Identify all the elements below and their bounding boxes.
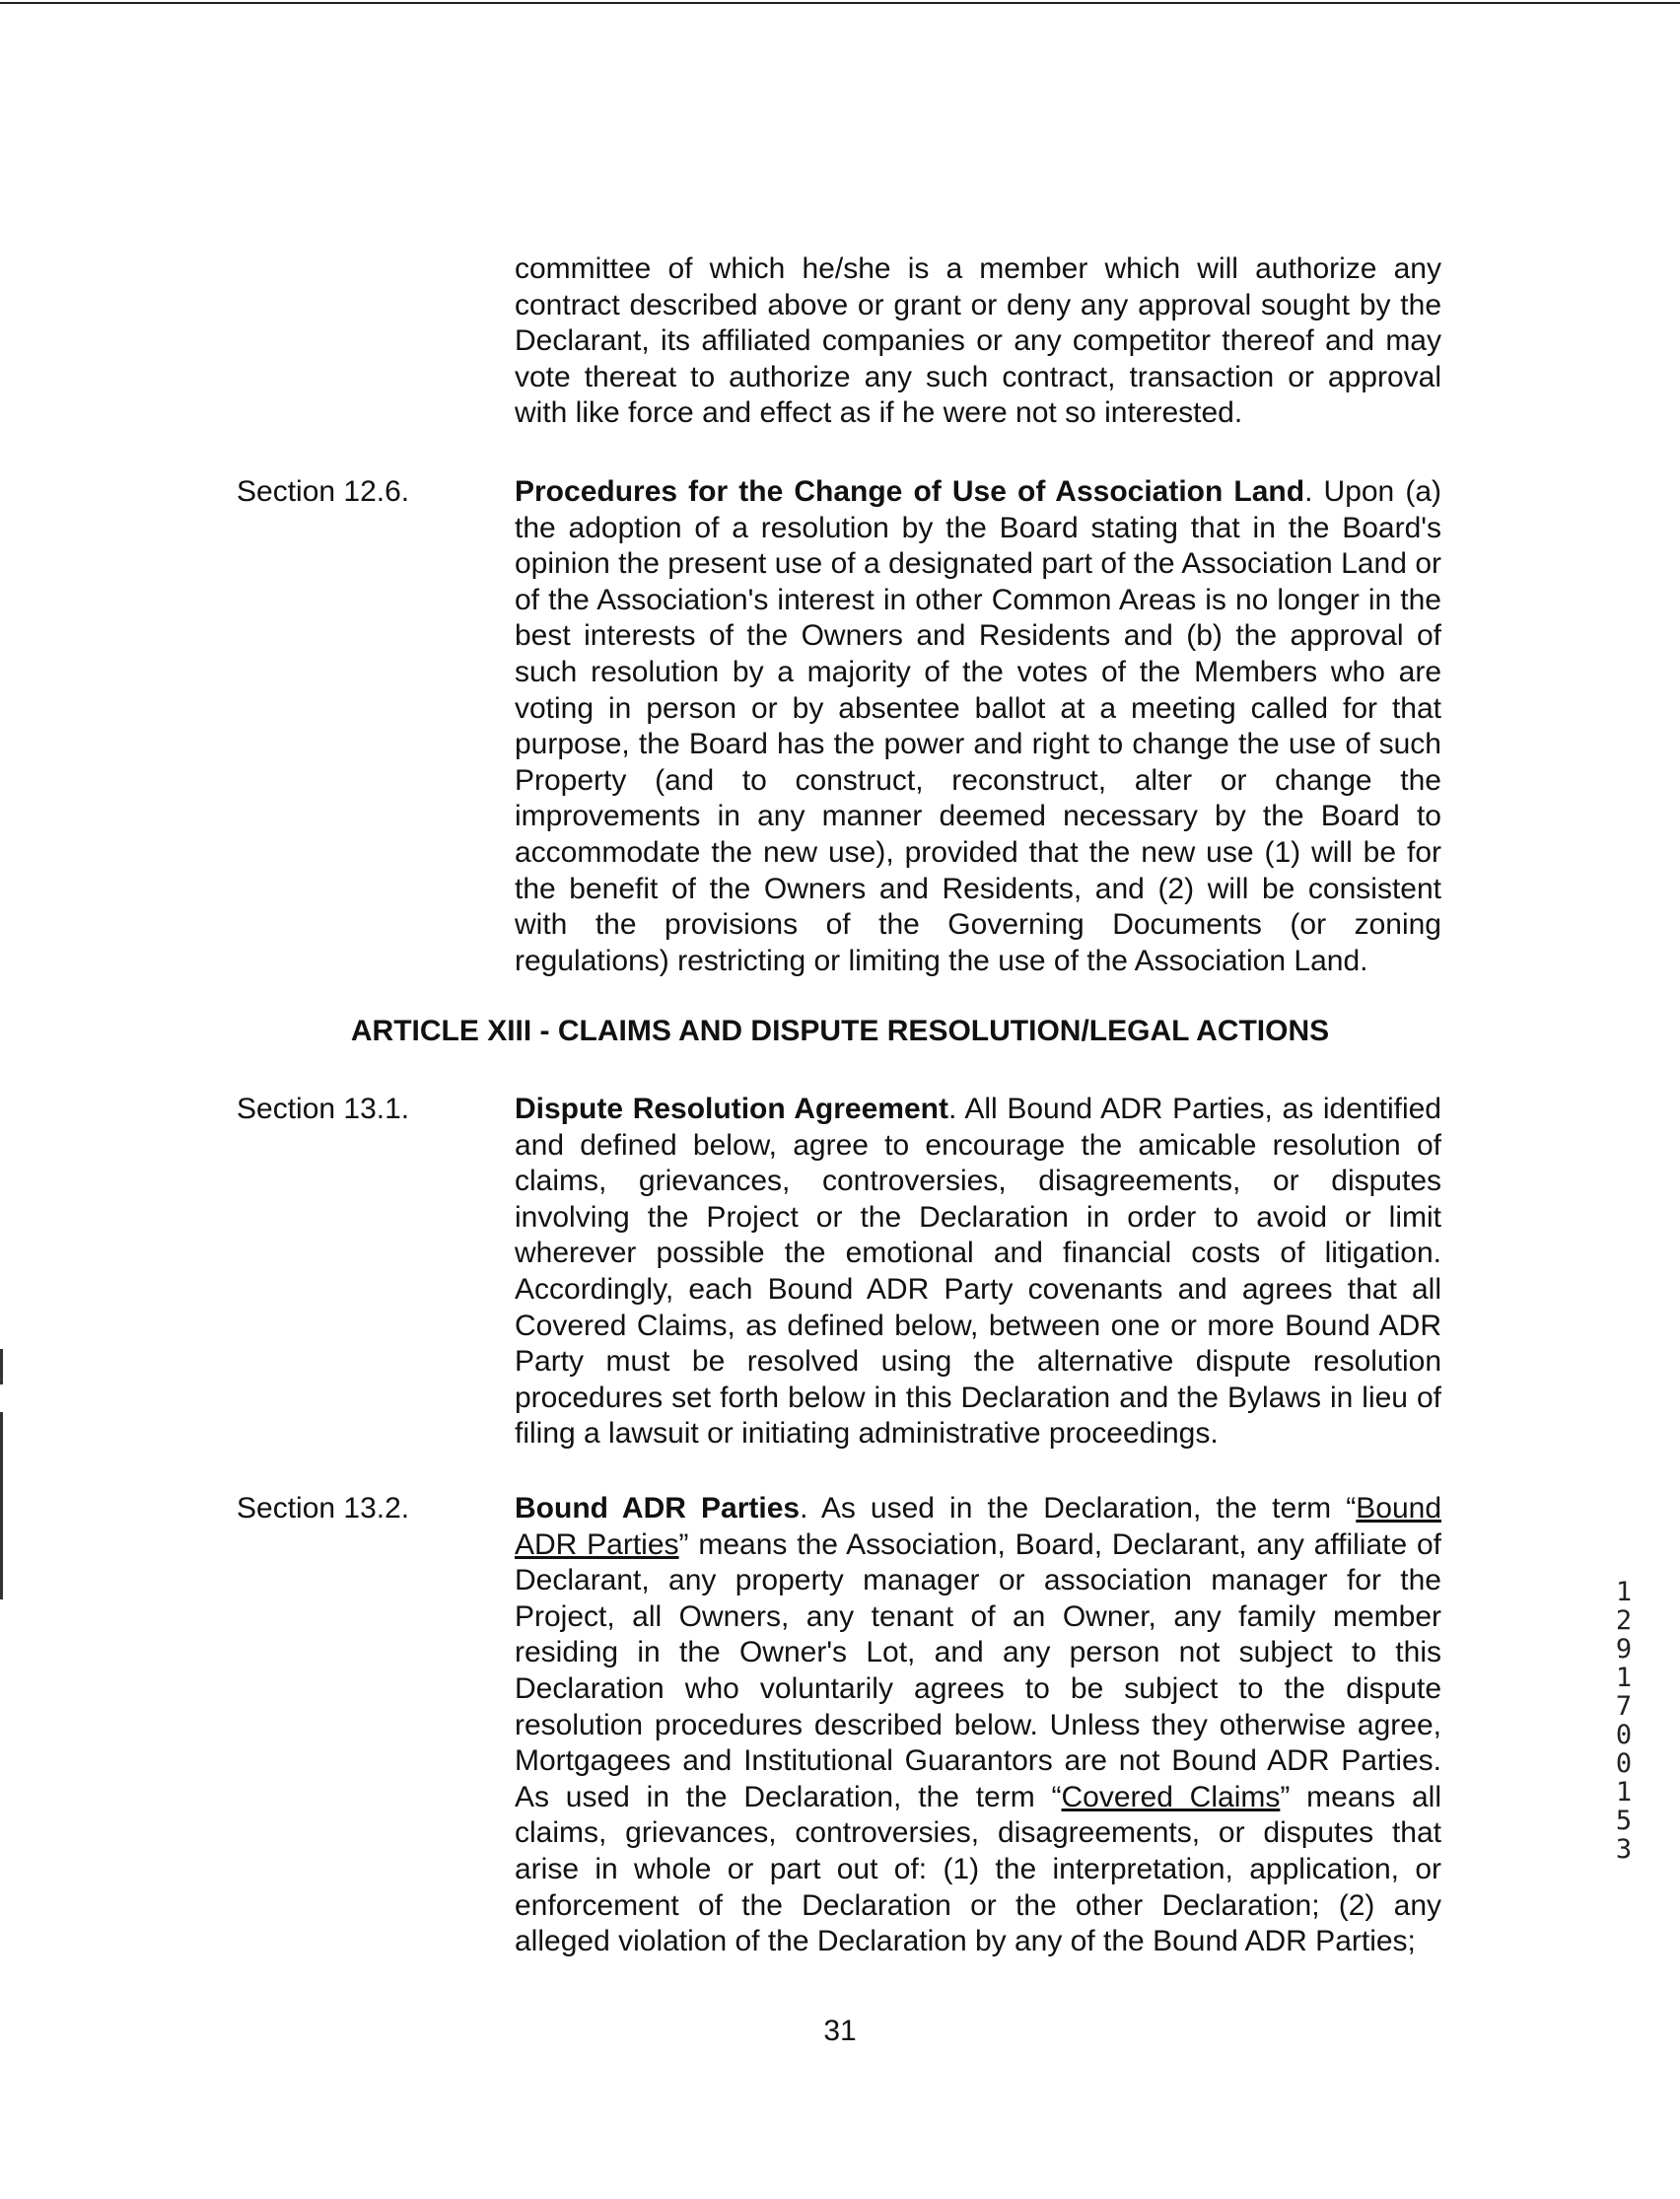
section-label-13-1: Section 13.1. [237, 1093, 410, 1125]
section-13-2-body-part: ” means all claims, grievances, controversies, disagreements, or disputes that arise in whole or part out of: (1) the interpretation, application, or enforcement of the Declaration or the other Declaration; (2) any alleged violation of the Declaration by any of the Bound ADR Parties; [515, 1780, 1442, 1958]
section-13-2-paragraph [515, 1491, 1441, 1960]
scan-left-edge-mark [0, 1412, 3, 1599]
recording-number-stamp: 1291700153 [1615, 1577, 1633, 1865]
defined-term-bound-adr-parties: Bound ADR Parties [515, 1492, 1441, 1561]
page-number: 31 [823, 2015, 857, 2047]
section-12-6-title: Procedures for the Change of Use of Association Land [515, 475, 1305, 508]
section-13-2-title: Bound ADR Parties [515, 1492, 801, 1525]
section-12-6-paragraph [515, 474, 1441, 979]
section-label-12-6: Section 12.6. [237, 475, 410, 508]
section-13-2-body-part: . As used in the Declaration, the term “ [800, 1492, 1357, 1525]
section-13-1-paragraph [515, 1092, 1441, 1453]
article-heading: ARTICLE XIII - CLAIMS AND DISPUTE RESOLUTION/LEGAL ACTIONS [350, 1015, 1330, 1047]
continuation-paragraph: committee of which he/she is a member which will authorize any contract described above or grant or deny any approval sought by the Declarant, its affiliated companies or any competitor thereof and may vote thereat to authorize any such contract, transaction or approval with like force and effect as if he were not so interested. [515, 252, 1441, 430]
section-12-6-body: . Upon (a) the adoption of a resolution by the Board stating that in the Board's opinion the present use of a designated part of the Association Land or of the Association's interest in other Common Areas is no longer in the best interests of the Owners and Residents and (b) the approval of such resolution by a majority of the votes of the Members who are voting in person or by absentee ballot at a meeting called for that purpose, the Board has the power and right to change the use of such Property (and to construct, reconstruct, alter or change the improvements in any manner deemed necessary by the Board to accommodate the new use), provided that the new use (1) will be for the benefit of the Owners and Residents, and (2) will be consistent with the provisions of the Governing Documents (or zoning regulations) restricting or limiting the use of the Association Land. [515, 475, 1442, 977]
section-label-13-2: Section 13.2. [237, 1492, 410, 1525]
scan-top-edge-rule [0, 2, 1680, 4]
scan-left-edge-mark [0, 1349, 3, 1384]
section-13-1-body: . All Bound ADR Parties, as identified and defined below, agree to encourage the amicable resolution of claims, grievances, controversies, disagreements, or disputes involving the Project or the Declaration in order to avoid or limit wherever possible the emotional and financial costs of litigation. Accordingly, each Bound ADR Party covenants and agrees that all Covered Claims, as defined below, between one or more Bound ADR Party must be resolved using the alternative dispute resolution procedures set forth below in this Declaration and the Bylaws in lieu of filing a lawsuit or initiating administrative proceedings. [515, 1093, 1441, 1451]
section-13-1-title: Dispute Resolution Agreement [515, 1093, 948, 1125]
section-13-2-body-part: ” means the Association, Board, Declarant, any affiliate of Declarant, any property manager or association manager for the Project, all Owners, any tenant of an Owner, any family member residing in the Owner's Lot, and any person not subject to this Declaration who voluntarily agrees to be subject to the dispute resolution procedures described below. Unless they otherwise agree, Mortgagees and Institutional Guarantors are not Bound ADR Parties. As used in the Declaration, the term “ [515, 1527, 1442, 1813]
defined-term-covered-claims: Covered Claims [1061, 1780, 1281, 1813]
